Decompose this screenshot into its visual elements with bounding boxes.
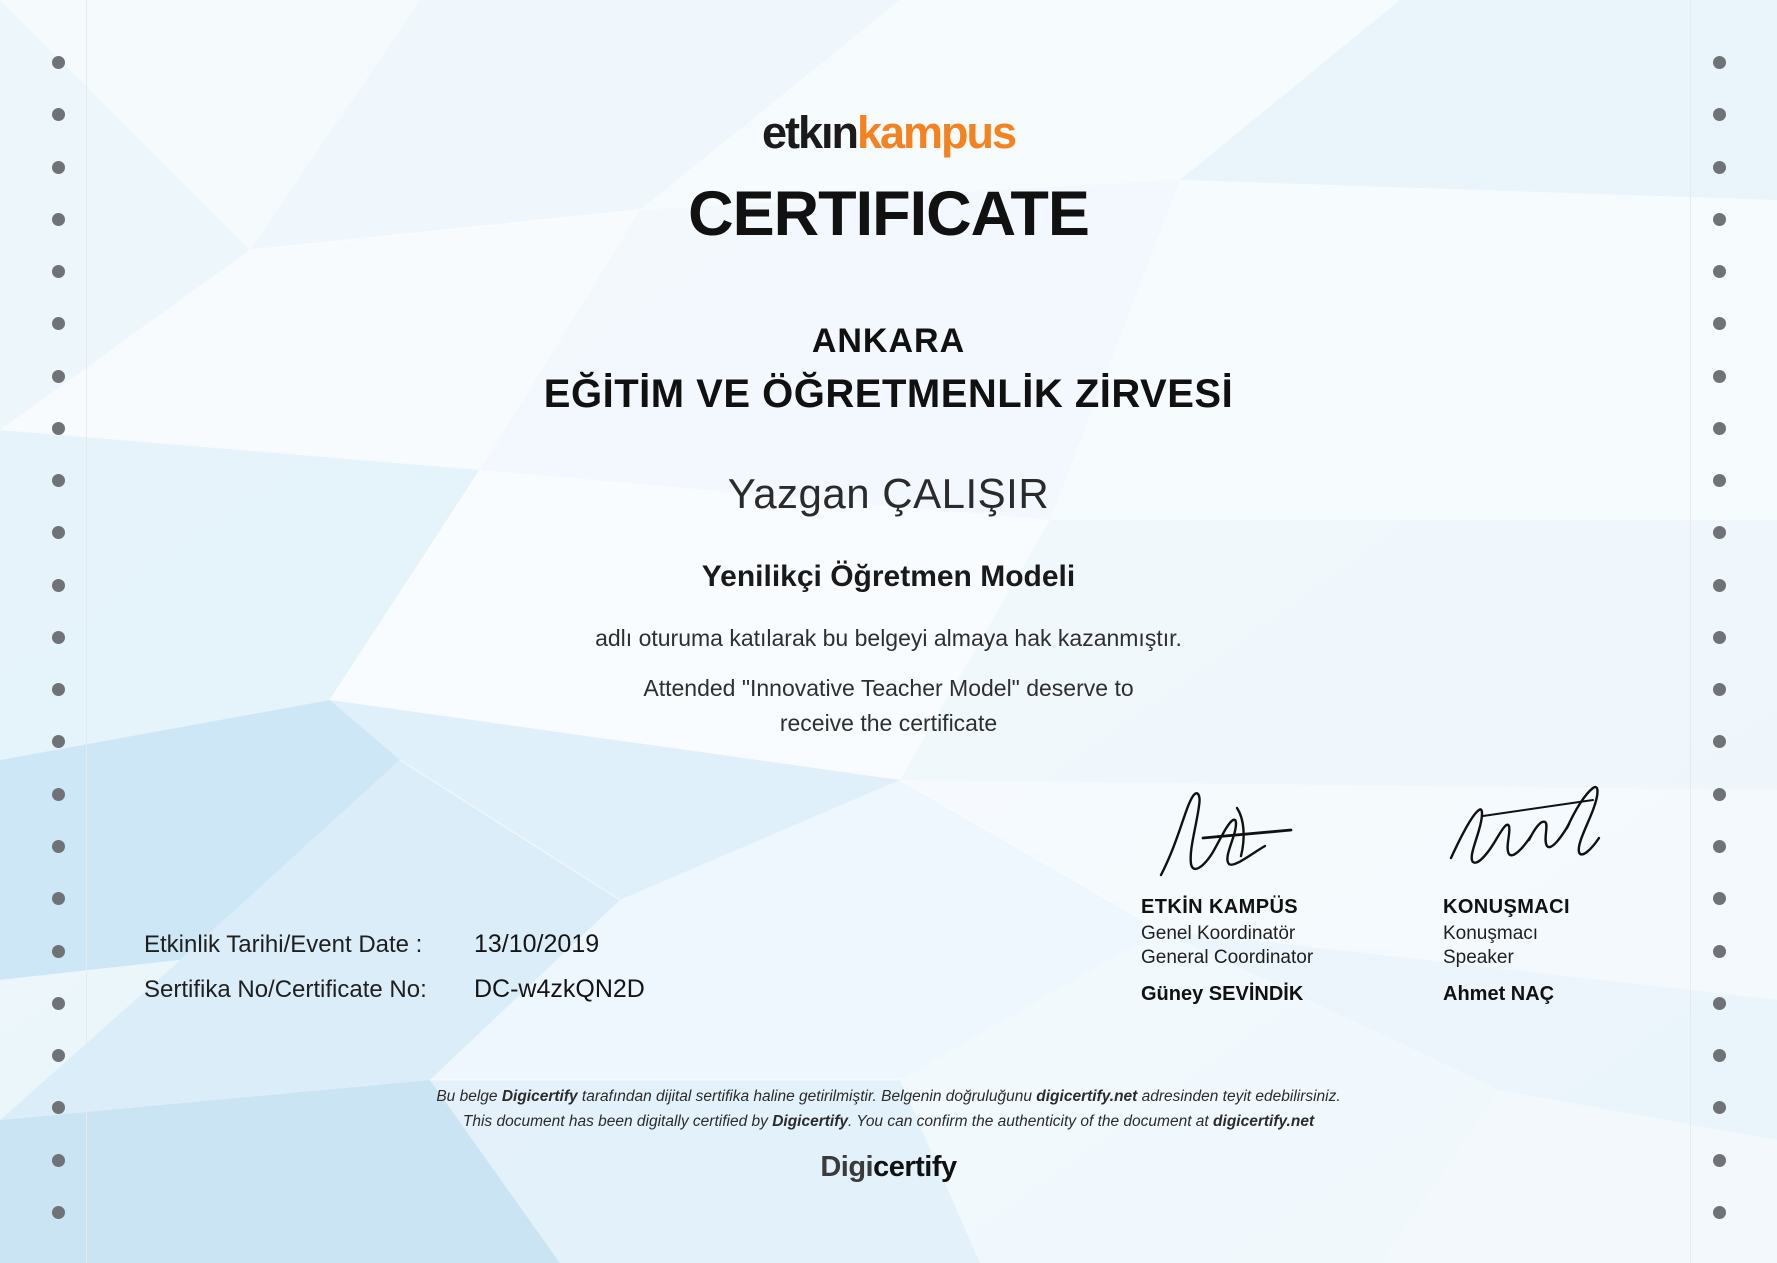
footer-en-site: digicertify.net [1213,1112,1315,1130]
footer [100,1085,1677,1184]
punch-hole [52,997,65,1010]
left-punch-holes [38,0,78,1263]
punch-hole [1713,997,1726,1010]
punch-hole [52,945,65,958]
punch-hole [52,1049,65,1062]
punch-hole [1713,161,1726,174]
punch-hole [52,370,65,383]
footer-en-brand: Digicertify [772,1112,848,1130]
footer-en-prefix: This document has been digitally certified by [462,1112,773,1130]
punch-hole [1713,56,1726,69]
punch-hole [52,683,65,696]
punch-hole [1713,1154,1726,1167]
detail-row [144,930,645,959]
punch-hole [1713,422,1726,435]
detail-row [144,975,645,1004]
punch-hole [1713,213,1726,226]
recipient-name: Yazgan ÇALIŞIR [727,470,1050,517]
signature-role-tr-speaker: Konuşmacı [1443,923,1539,944]
event-date-value: 13/10/2019 [474,930,600,958]
punch-hole [1713,526,1726,539]
punch-hole [52,161,65,174]
punch-hole [52,735,65,748]
signature-role-en-coordinator: General Coordinator [1141,947,1314,968]
description-block [100,622,1677,740]
punch-hole [1713,631,1726,644]
punch-hole [52,631,65,644]
punch-hole [52,56,65,69]
punch-hole [1713,1206,1726,1219]
footer-note-english [100,1110,1677,1135]
punch-hole [1713,474,1726,487]
punch-hole [52,892,65,905]
punch-hole [52,1101,65,1114]
punch-hole [52,840,65,853]
signature-org-speaker: KONUŞMACI [1443,896,1570,918]
signature-mark-coordinator [1141,780,1351,890]
right-punch-holes [1699,0,1739,1263]
punch-hole [52,579,65,592]
punch-hole [52,108,65,121]
punch-hole [1713,892,1726,905]
digicertify-logo-part2: certify [873,1150,957,1183]
punch-hole [1713,840,1726,853]
digicertify-logo [100,1151,1677,1184]
punch-hole [1713,1049,1726,1062]
signature-role-tr-coordinator: Genel Koordinatör [1141,923,1296,944]
punch-hole [1713,370,1726,383]
punch-hole [1713,265,1726,278]
event-heading [100,320,1677,419]
punch-hole [52,474,65,487]
description-english-line1: Attended "Innovative Teacher Model" deserve to [643,675,1134,702]
punch-hole [1713,945,1726,958]
signature-org-coordinator: ETKİN KAMPÜS [1141,896,1299,918]
certificate-details [144,930,645,1020]
punch-hole [1713,683,1726,696]
signature-area [1141,780,1653,1006]
punch-hole [52,422,65,435]
footer-en-middle: . You can confirm the authenticity of the document at [848,1112,1214,1130]
punch-hole [52,526,65,539]
certificate-content [100,0,1677,1263]
certificate-no-value: DC-w4zkQN2D [474,975,645,1003]
event-date-label: Etkinlik Tarihi/Event Date : [144,931,423,958]
signature-role-en-speaker: Speaker [1443,947,1514,968]
punch-hole [1713,317,1726,330]
signature-block-coordinator [1141,780,1351,1006]
punch-hole [52,1154,65,1167]
signature-person-speaker: Ahmet NAÇ [1443,983,1555,1005]
description-turkish: adlı oturuma katılarak bu belgeyi almaya hak kazanmıştır. [595,625,1182,651]
footer-tr-middle: tarafından dijital sertifika haline getirilmiştir. Belgenin doğruluğunu [577,1088,1037,1105]
left-margin-rule [86,0,87,1263]
punch-hole [52,788,65,801]
session-title: Yenilikçi Öğretmen Modeli [701,560,1076,593]
punch-hole [52,213,65,226]
event-city: ANKARA [811,322,966,360]
signature-person-coordinator: Güney SEVİNDİK [1141,983,1304,1005]
etkinkampus-logo [100,107,1677,158]
logo-text-accent: kampus [856,107,1016,158]
punch-hole [52,317,65,330]
signature-block-speaker [1443,780,1653,1006]
right-margin-rule [1690,0,1691,1263]
punch-hole [1713,1101,1726,1114]
punch-hole [1713,579,1726,592]
punch-hole [1713,788,1726,801]
footer-note-turkish [100,1085,1677,1110]
event-title: EĞİTİM VE ÖĞRETMENLİK ZİRVESİ [543,371,1234,416]
logo-text-primary: etkın [761,107,857,158]
page-title: CERTIFICATE [688,179,1089,249]
signature-mark-speaker [1443,780,1653,890]
punch-hole [1713,735,1726,748]
punch-hole [52,1206,65,1219]
footer-tr-prefix: Bu belge [436,1088,502,1105]
description-english-line2: receive the certificate [779,709,998,736]
description-english [100,671,1677,740]
punch-hole [52,265,65,278]
footer-tr-suffix: adresinden teyit edebilirsiniz. [1137,1088,1341,1105]
punch-hole [1713,108,1726,121]
footer-tr-brand: Digicertify [501,1088,578,1105]
certificate-no-label: Sertifika No/Certificate No: [144,976,427,1003]
footer-tr-site: digicertify.net [1036,1088,1138,1105]
digicertify-logo-part1: Digi [820,1150,874,1183]
